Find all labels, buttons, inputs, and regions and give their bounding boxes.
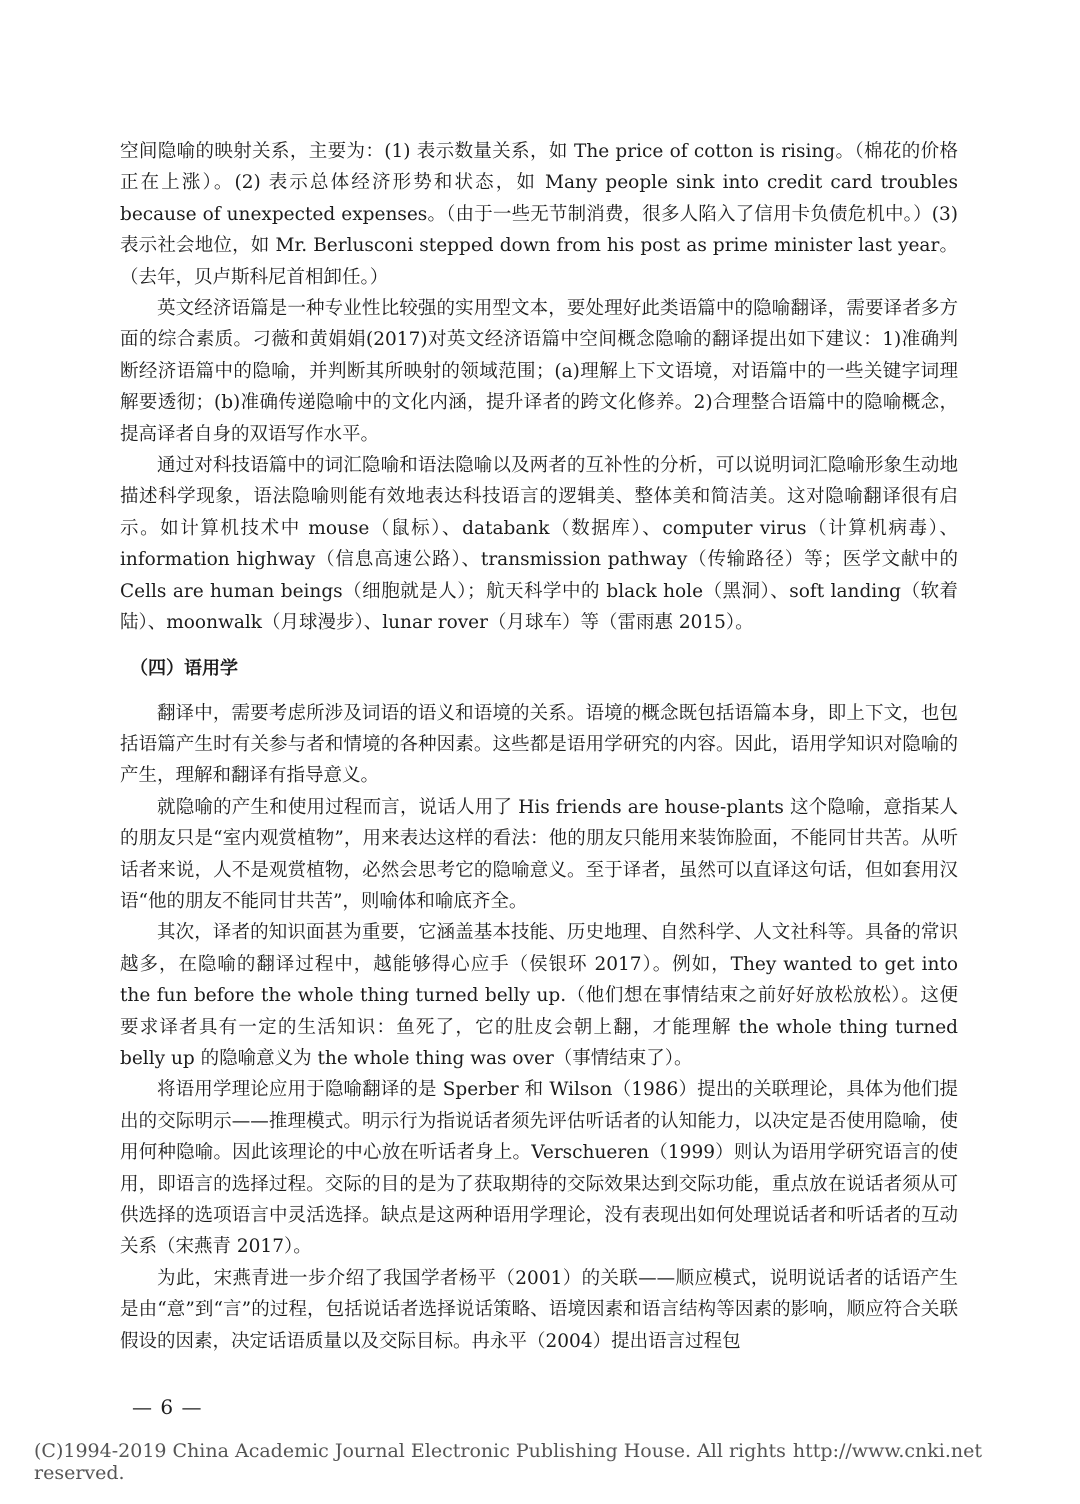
paragraph-2: 英文经济语篇是一种专业性比较强的实用型文本，要处理好此类语篇中的隐喻翻译，需要译者多方面的综合素质。刁薇和黄娟娟(2017)对英文经济语篇中空间概念隐喻的翻译提出如下建议：1)准确判断经济语篇中的隐喻，并判断其所映射的领域范围；(a)理解上下文语境，对语篇中的一些关键字词理解要透彻；(b)准确传递隐喻中的文化内涵，提升译者的跨文化修养。2)合理整合语篇中的隐喻概念，提高译者自身的双语写作水平。 xyxy=(120,298,958,445)
copyright-footer xyxy=(0,1440,1080,1484)
paragraph-4: 翻译中，需要考虑所涉及词语的语义和语境的关系。语境的概念既包括语篇本身，即上下文，也包括语篇产生时有关参与者和情境的各种因素。这些都是语用学研究的内容。因此，语用学知识对隐喻的产生，理解和翻译有指导意义。 xyxy=(120,702,958,787)
paragraph-7: 将语用学理论应用于隐喻翻译的是 Sperber 和 Wilson（1986）提出的关联理论，具体为他们提出的交际明示——推理模式。明示行为指说话者须先评估听话者的认知能力，以决定是否使用隐喻，使用何种隐喻。因此该理论的中心放在听话者身上。Verschueren（1999）则认为语用学研究语言的使用，即语言的选择过程。交际的目的是为了获取期待的交际效果达到交际功能，重点放在说话者须从可供选择的选项语言中灵活选择。缺点是这两种语用学理论，没有表现出如何处理说话者和听话者的互动关系（宋燕青 2017）。 xyxy=(120,1079,958,1258)
paragraph-8: 为此，宋燕青进一步介绍了我国学者杨平（2001）的关联——顺应模式，说明说话者的话语产生是由“意”到“言”的过程，包括说话者选择说话策略、语境因素和语言结构等因素的影响，顺应符合关联假设的因素，决定话语质量以及交际目标。冉永平（2004）提出语言过程包 xyxy=(120,1267,958,1352)
article-body xyxy=(120,136,958,1357)
footer-url[interactable]: http://www.cnki.net xyxy=(792,1440,982,1462)
paragraph-1: 空间隐喻的映射关系，主要为：(1) 表示数量关系，如 The price of cotton is rising。（棉花的价格正在上涨）。(2) 表示总体经济形势和状态，如 Many people sink into credit card troubles because of unexpected expenses。（由于一些无节制消费，很多人陷入了信用卡负债危机中。）(3) 表示社会地位，如 Mr. Berlusconi stepped down from his post as prime minister last year。（去年，贝卢斯科尼首相卸任。） xyxy=(120,141,958,288)
paragraph-6: 其次，译者的知识面甚为重要，它涵盖基本技能、历史地理、自然科学、人文社科等。具备的常识越多，在隐喻的翻译过程中，越能够得心应手（侯银环 2017）。例如，They wanted to get into the fun before the whole thing turned belly up.（他们想在事情结束之前好好放松放松）。这便要求译者具有一定的生活知识：鱼死了，它的肚皮会朝上翻，才能理解 the whole thing turned belly up 的隐喻意义为 the whole thing was over（事情结束了）。 xyxy=(120,922,958,1069)
paragraph-5: 就隐喻的产生和使用过程而言，说话人用了 His friends are house-plants 这个隐喻，意指某人的朋友只是“室内观赏植物”，用来表达这样的看法：他的朋友只能用来装饰脸面，不能同甘共苦。从听话者来说，人不是观赏植物，必然会思考它的隐喻意义。至于译者，虽然可以直译这句话，但如套用汉语“他的朋友不能同甘共苦”，则喻体和喻底齐全。 xyxy=(120,796,958,912)
section-heading: （四）语用学 xyxy=(130,657,238,679)
page-number: — 6 — xyxy=(132,1395,203,1419)
paragraph-3: 通过对科技语篇中的词汇隐喻和语法隐喻以及两者的互补性的分析，可以说明词汇隐喻形象生动地描述科学现象，语法隐喻则能有效地表达科技语言的逻辑美、整体美和简洁美。这对隐喻翻译很有启示。如计算机技术中 mouse（鼠标）、databank（数据库）、computer virus（计算机病毒）、information highway（信息高速公路）、transmission pathway（传输路径）等；医学文献中的 Cells are human beings（细胞就是人）；航天科学中的 black hole（黑洞）、soft landing（软着陆）、moonwalk（月球漫步）、lunar rover（月球车）等（雷雨惠 2015）。 xyxy=(120,455,958,634)
copyright-notice: (C)1994-2019 China Academic Journal Electronic Publishing House. All rights reserved. xyxy=(34,1440,786,1484)
